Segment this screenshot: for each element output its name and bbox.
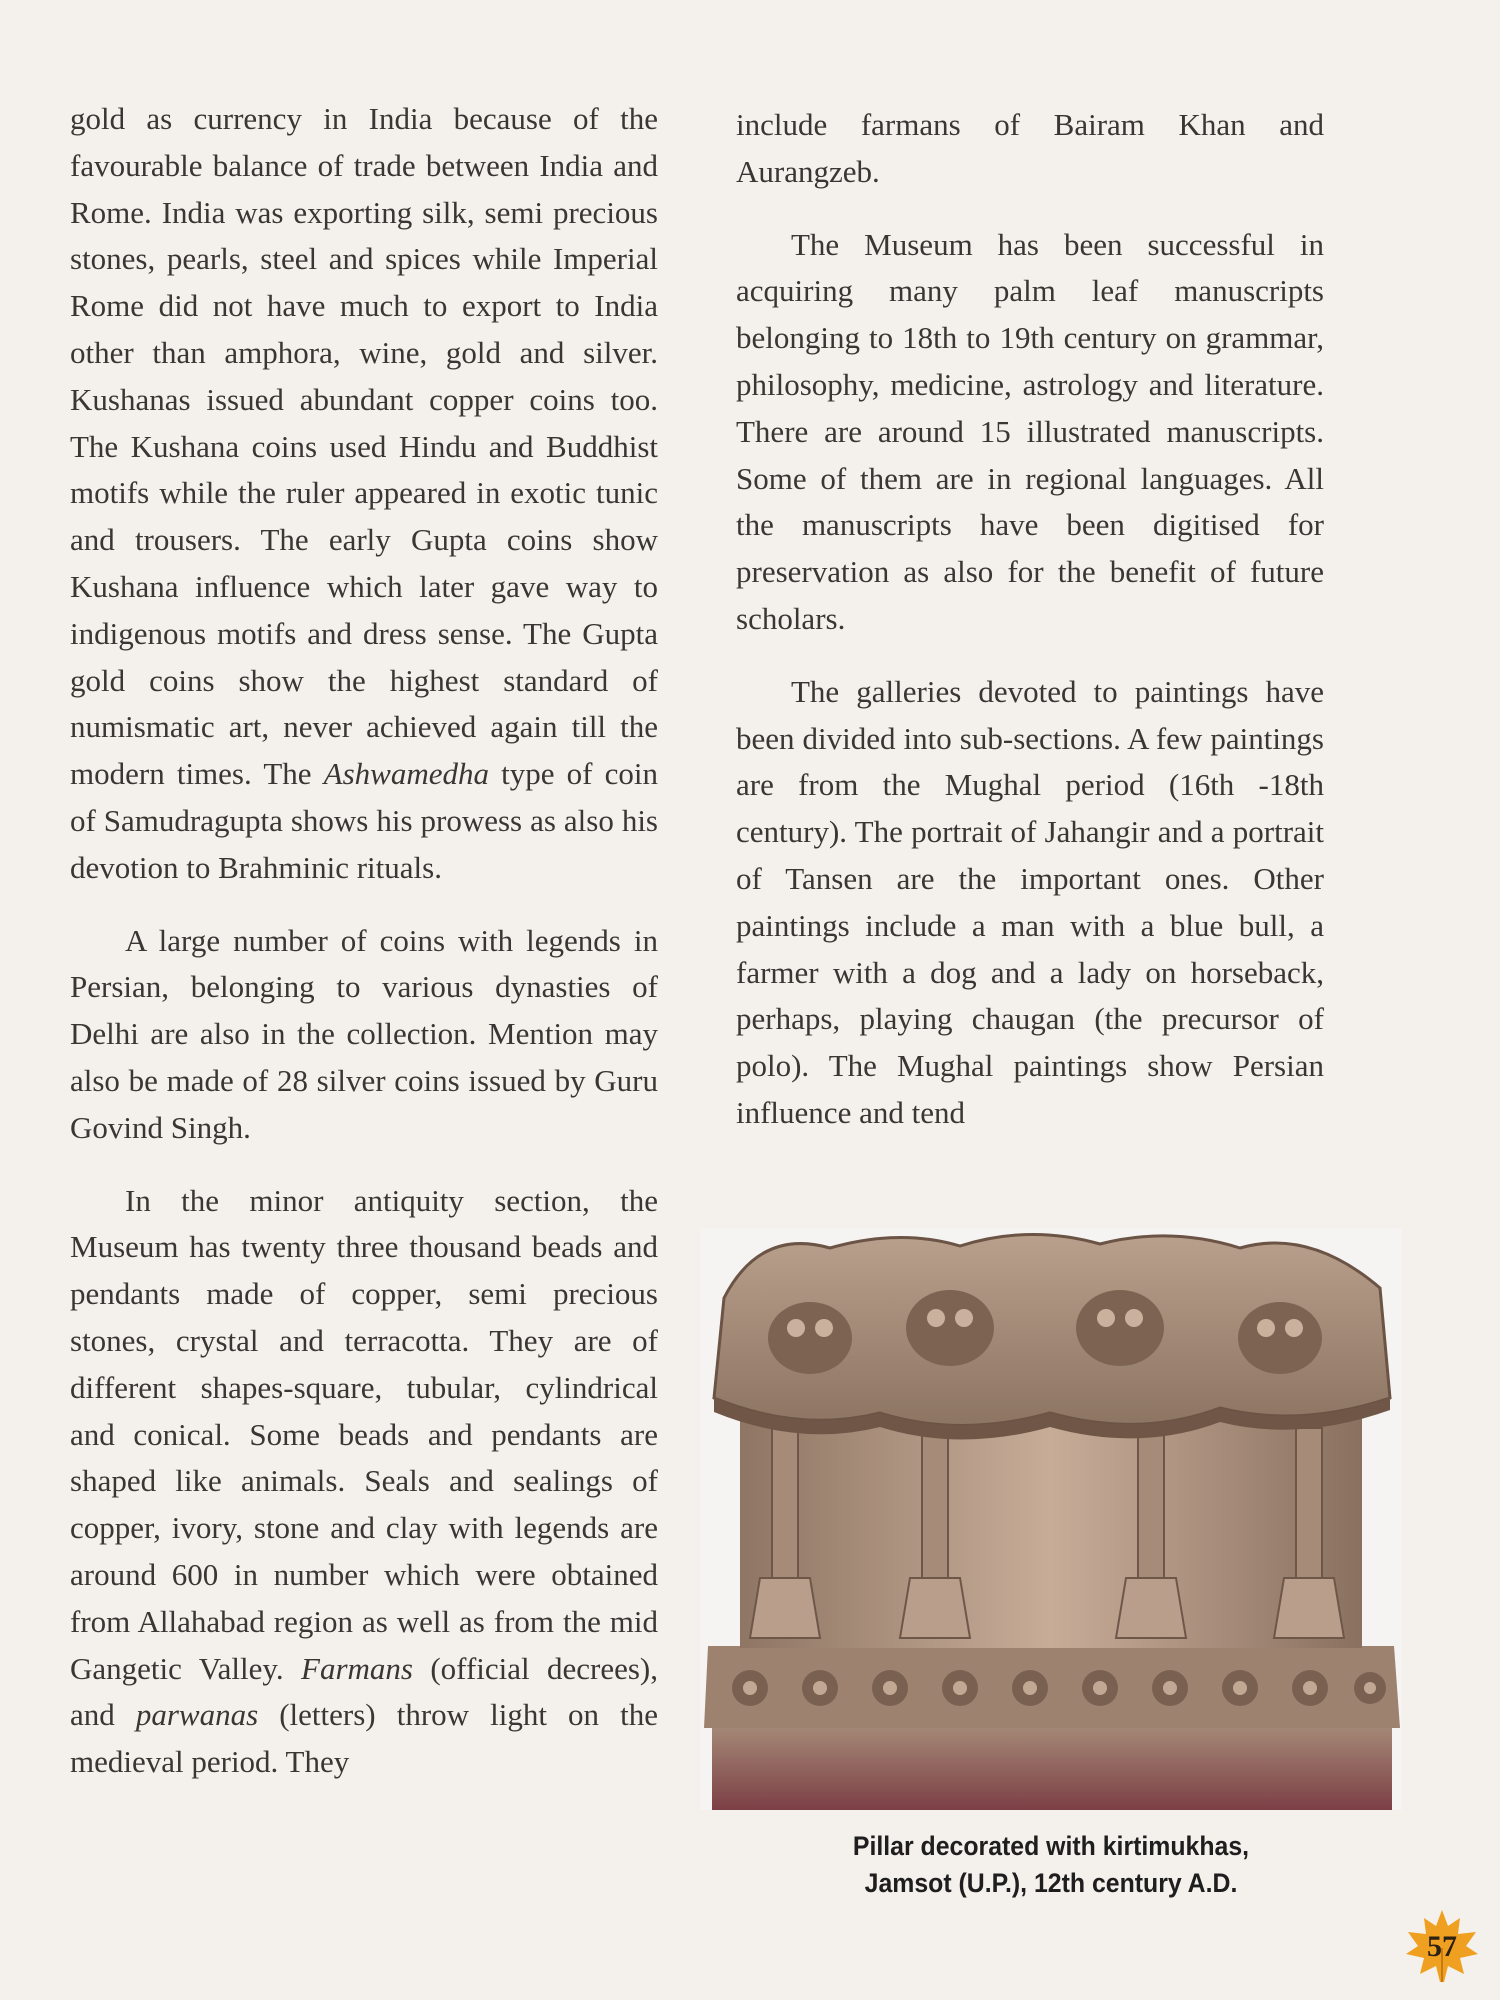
right-text-column <box>736 102 1324 1163</box>
paragraph-farmans-continued: include farmans of Bairam Khan and Aurangzeb. <box>736 107 1324 189</box>
paragraph-paintings: The galleries devoted to paintings have been divided into sub-sections. A few paintings are from the Mughal period (16th -18th century). The portrait of Jahangir and a portrait of Tansen are the important ones. Other paintings include a man with a blue bull, a farmer with a dog and a lady on horseback, perhaps, playing chaugan (the precursor of polo). The Mughal paintings show Persian influence and tend <box>736 673 1324 1130</box>
caption-line-2: Jamsot (U.P.), 12th century A.D. <box>864 1868 1238 1898</box>
page-number: 57 <box>1427 1930 1457 1963</box>
paragraph-minor-antiquity: In the minor antiquity section, the Museum has twenty three thousand beads and pendants made of copper, semi precious stones, crystal and terracotta. They are of different shapes-square, tubular, cylindrical and conical. Some beads and pendants are shaped like animals. Seals and sealings of copper, ivory, stone and clay with legends are around 600 in number which were obtained from Allahabad region as well as from the mid Gangetic Valley. Farmans (official decrees), and parwanas (letters) throw light on the medieval period. They <box>70 1182 659 1780</box>
caption-line-1: Pillar decorated with kirtimukhas, <box>852 1831 1250 1861</box>
term-farmans: Farmans <box>301 1650 413 1686</box>
paragraph-manuscripts: The Museum has been successful in acquiring many palm leaf manuscripts belonging to 18th to 19th century on grammar, philosophy, medicine, astrology and literature. There are around 15 illustrated manuscripts. Some of them are in regional languages. All the manuscripts have been digitised for preservation as also for the benefit of future scholars. <box>736 226 1324 636</box>
term-ashwamedha: Ashwamedha <box>323 756 489 792</box>
pillar-photograph <box>700 1228 1402 1810</box>
figure-caption <box>728 1828 1374 1902</box>
paragraph-coins-trade: gold as currency in India because of the favourable balance of trade between India and Rome. India was exporting silk, semi precious stones, pearls, steel and spices while Imperial Rome did not have much to export to India other than amphora, wine, gold and silver. Kushanas issued abundant copper coins too. The Kushana coins used Hindu and Buddhist motifs while the ruler appeared in exotic tunic and trousers. The early Gupta coins show Kushana influence which later gave way to indigenous motifs and dress sense. The Gupta gold coins show the highest standard of numismatic art, never achieved again till the modern times. The Ashwamedha type of coin of Samudragupta shows his prowess as also his devotion to Brahminic rituals. <box>70 101 658 885</box>
term-parwanas: parwanas <box>135 1697 259 1733</box>
left-text-column <box>70 96 658 1812</box>
paragraph-persian-coins: A large number of coins with legends in Persian, belonging to various dynasties of Delhi are also in the collection. Mention may also be made of 28 silver coins issued by Guru Govind Singh. <box>70 922 658 1145</box>
page-number-badge <box>1404 1908 1480 1984</box>
